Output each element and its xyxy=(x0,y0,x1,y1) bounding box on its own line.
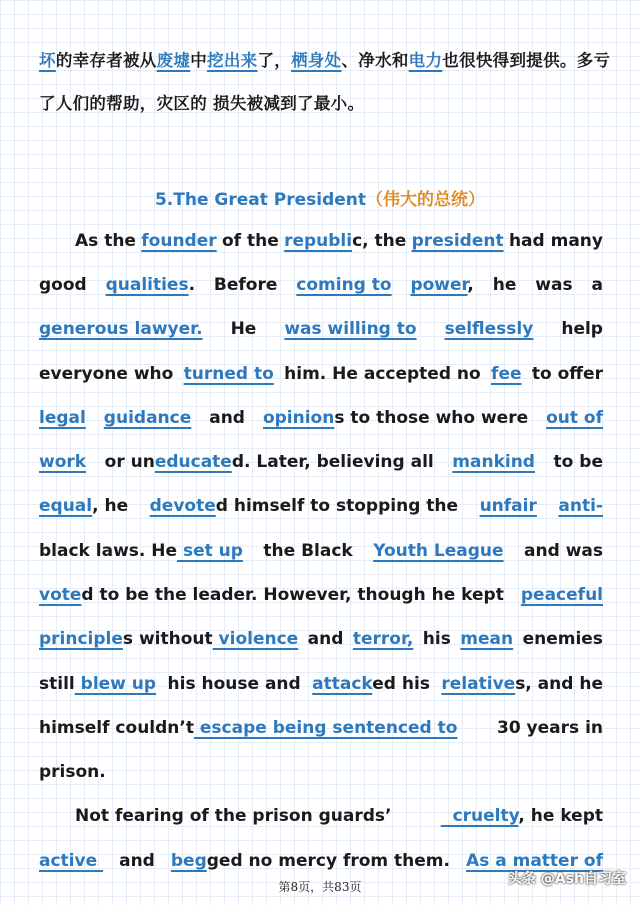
highlight-word: 电力 xyxy=(408,51,443,70)
vocab-word: set up xyxy=(177,541,243,561)
p1-line-12: himself couldn’t escape being sentenced to 30 years in xyxy=(39,718,603,738)
vocab-word: was willing to xyxy=(284,319,417,339)
vocab-word: mankind xyxy=(452,452,535,472)
vocab-word: power xyxy=(410,275,468,295)
vocab-word: devote xyxy=(149,496,216,516)
p1-line-3: generous lawyer. He was willing to selflessly help xyxy=(39,319,603,339)
highlight-word: 坏 xyxy=(39,51,56,70)
vocab-word: principle xyxy=(39,629,123,649)
vocab-word: opinion xyxy=(262,408,335,428)
section-title-en: 5.The Great President xyxy=(154,190,367,210)
vocab-word: beg xyxy=(170,851,207,871)
p1-line-1: As the founder of the republic, the president had many xyxy=(75,231,603,251)
vocab-word: active xyxy=(39,851,104,871)
watermark: 头条 @Ash自习室 xyxy=(507,871,626,887)
section-title-zh: （伟大的总统） xyxy=(366,190,486,210)
intro-line-1: 坏的幸存者被从废墟中挖出来了，栖身处、净水和电力也很快得到提供。多亏 xyxy=(39,51,611,70)
vocab-word: equal xyxy=(39,496,93,516)
p1-line-5: legal guidance and opinions to those who were out of xyxy=(39,408,603,428)
vocab-word: cruelty xyxy=(440,806,519,826)
vocab-word: fee xyxy=(491,364,522,384)
vocab-word: unfair xyxy=(479,496,537,516)
vocab-word: work xyxy=(39,452,87,472)
vocab-word: mean xyxy=(460,629,514,649)
vocab-word: blew up xyxy=(74,674,157,694)
vocab-word: guidance xyxy=(103,408,192,428)
vocab-word: terror, xyxy=(352,629,414,649)
vocab-word: president xyxy=(411,231,504,251)
p2-line-1: Not fearing of the prison guards’ cruelty, he kept xyxy=(75,806,603,826)
p1-line-13: prison. xyxy=(39,762,106,782)
section-title xyxy=(0,185,640,210)
highlight-word: 栖身处 xyxy=(291,51,342,70)
vocab-word: vote xyxy=(39,585,82,605)
vocab-word: escape being sentenced to xyxy=(193,718,458,738)
vocab-word: founder xyxy=(141,231,217,251)
vocab-word: educate xyxy=(154,452,232,472)
vocab-word: generous lawyer. xyxy=(39,319,203,339)
p1-line-7: equal, he devoted himself to stopping the unfair anti- xyxy=(39,496,603,516)
vocab-word: selflessly xyxy=(444,319,534,339)
vocab-word: anti- xyxy=(558,496,603,516)
p2-line-2: active and begged no mercy from them. As a matter of xyxy=(39,851,603,871)
p1-line-2: good qualities. Before coming to power, he was a xyxy=(39,275,603,295)
vocab-word: attack xyxy=(312,674,373,694)
vocab-word: turned to xyxy=(183,364,274,384)
vocab-word: relative xyxy=(441,674,516,694)
vocab-word: violence xyxy=(212,629,299,649)
highlight-word: 挖出来 xyxy=(207,51,258,70)
p1-line-6: work or uneducated. Later, believing all mankind to be xyxy=(39,452,603,472)
vocab-word: qualities xyxy=(105,275,189,295)
intro-line-2: 了人们的帮助，灾区的 损失被减到了最小。 xyxy=(39,94,365,113)
p1-line-9: voted to be the leader. However, though he kept peaceful xyxy=(39,585,603,605)
vocab-word: out of xyxy=(546,408,603,428)
highlight-word: 废墟 xyxy=(156,51,191,70)
vocab-word: legal xyxy=(39,408,86,428)
vocab-word: peaceful xyxy=(520,585,603,605)
vocab-word: Youth League xyxy=(373,541,504,561)
p1-line-8: black laws. He set up the Black Youth League and was xyxy=(39,541,603,561)
p1-line-4: everyone who turned to him. He accepted no fee to offer xyxy=(39,364,603,384)
vocab-word: coming to xyxy=(296,275,392,295)
p1-line-10: principles without violence and terror, his mean enemies xyxy=(39,629,603,649)
p1-line-11: still blew up his house and attacked his relatives, and he xyxy=(39,674,603,694)
vocab-word: As a matter of xyxy=(466,851,603,871)
vocab-word: republi xyxy=(284,231,353,251)
page-footer: 第8页，共83页 xyxy=(278,880,362,894)
